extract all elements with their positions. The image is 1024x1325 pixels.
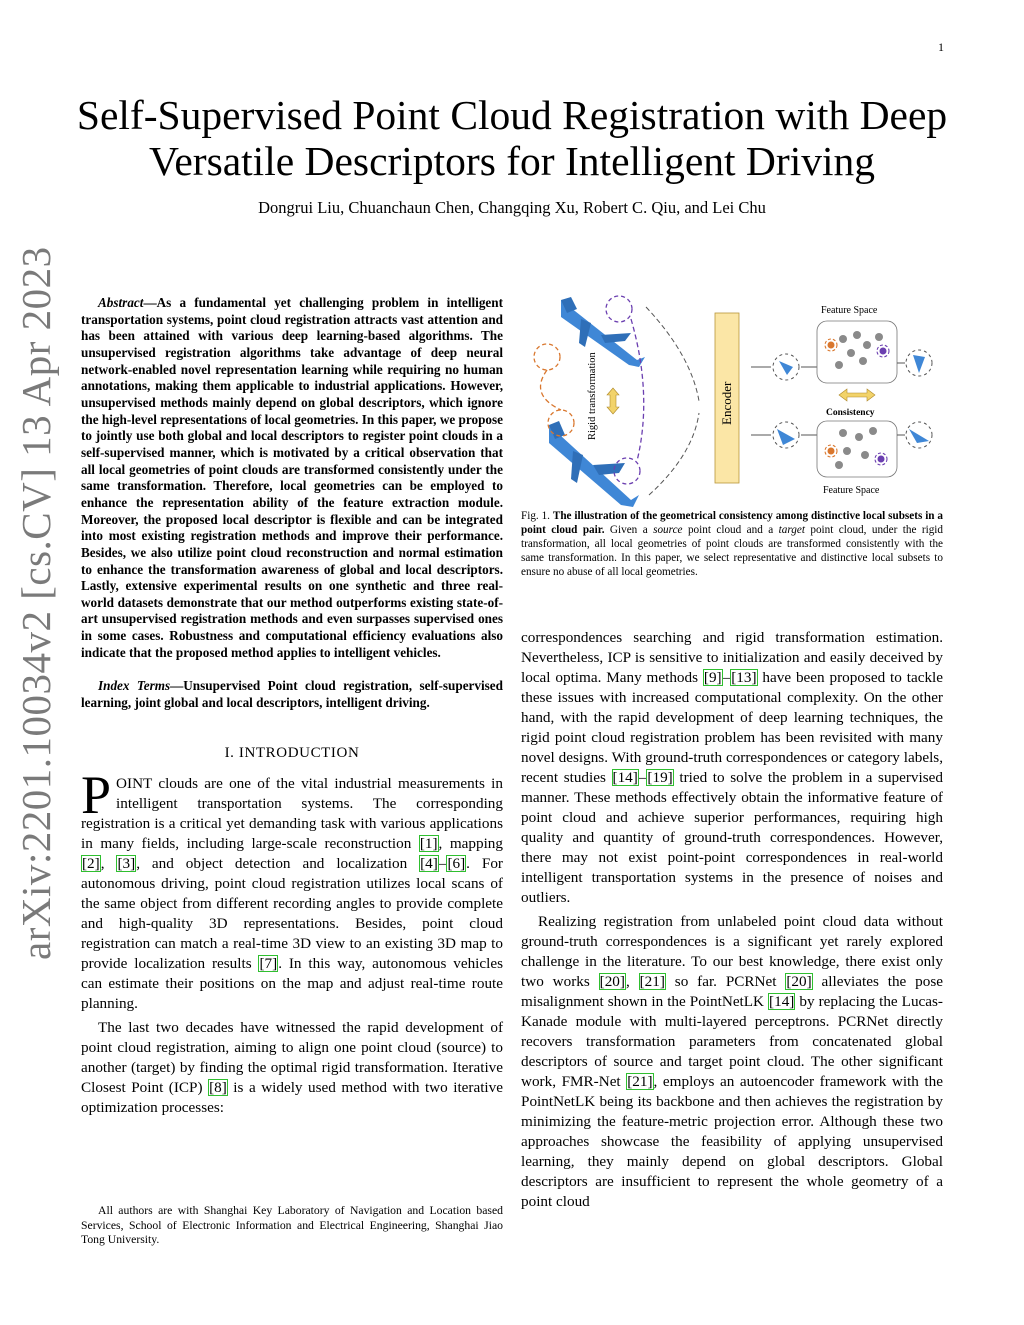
consistency-arrow-icon: [839, 389, 875, 401]
citation-link[interactable]: [3]: [117, 854, 136, 872]
figure-label-rigid: Rigid transformation: [587, 352, 598, 440]
figure-label-feature-top: Feature Space: [821, 305, 878, 316]
citation-link[interactable]: [14]: [612, 769, 638, 786]
intro-paragraph-1: [81, 764, 503, 1014]
citation-link[interactable]: [6]: [447, 854, 466, 872]
index-terms-dash: —: [170, 678, 184, 694]
text-run: is a widely used method with two iterative optimization processes:: [81, 1078, 503, 1116]
right-paragraph-2: [521, 912, 943, 1212]
caption-target: target: [778, 524, 805, 536]
text-run: . For autonomous driving, point cloud registration utilizes local scans of the same object from different recording angles to provide complete and high-quality 3D representations. Besides, point cloud registration can match a real-time 3D view to an existing 3D map to provide localization results: [81, 854, 503, 972]
caption-source: source: [653, 524, 683, 536]
right-paragraph-1: [521, 628, 943, 908]
index-terms-lead: Index Terms: [98, 678, 171, 694]
intro-paragraph-2: [81, 1018, 503, 1118]
citation-link[interactable]: [20]: [599, 973, 625, 990]
text-run: by replacing the Lucas-Kanade module with multi-layered perceptrons. PCRNet directly recovers transformation parameters from concatenated global descriptors of source and target point cloud. The other significant work, FMR-Net: [521, 993, 943, 1090]
text-run: ,: [625, 973, 639, 990]
index-terms-text: Unsupervised Point cloud registration, self-supervised learning, joint global and local descriptors, intelligent driving.: [81, 678, 503, 711]
abstract-lead: Abstract: [98, 295, 144, 310]
text-run: alleviates the pose misalignment shown in the PointNetLK: [521, 973, 944, 1010]
purple-feature-point-icon: [880, 348, 887, 355]
flow-arc: [649, 413, 699, 495]
citation-link[interactable]: [1]: [419, 834, 438, 852]
piece-shard-icon: [779, 361, 793, 375]
text-run: point cloud and a: [682, 524, 779, 536]
caption-bold: The illustration of the geometrical consistency among distinctive local subsets in a point cloud pair.: [521, 510, 943, 536]
figure-illustration: [521, 295, 943, 507]
left-column: [81, 295, 503, 1118]
piece-shard-icon: [913, 355, 925, 373]
arxiv-stamp: arXiv:2201.10034v2 [cs.CV] 13 Apr 2023: [13, 246, 59, 960]
citation-link[interactable]: [13]: [731, 669, 757, 686]
text-run: –: [722, 669, 731, 686]
flow-arc: [646, 307, 699, 401]
page-number: 1: [938, 40, 944, 54]
figure-caption: [521, 509, 943, 579]
right-body: [521, 628, 943, 1212]
text-run: Given a: [604, 524, 654, 536]
text-run: , and object detection and localization: [136, 854, 420, 872]
purple-arc: [631, 319, 644, 461]
abstract-text: As a fundamental yet challenging problem in intelligent transportation systems, point cloud registration attracts vast attention and has been attained with various deep learning-based algorithms. The unsupervised registration algorithms take advantage of deep neural network-enabled novel representation learning while requiring no human annotations, making them applicable to industrial applications. However, unsupervised methods mainly depend on global descriptors, which ignore the high-level representations of local geometries. In this paper, we propose to jointly use both global and local descriptors to register point clouds in a self-supervised manner, which is motivated by a critical observation that all local geometries of point clouds are transformed consistently under the same transformation. Therefore, local geometries can be employed to enhance the representation ability of the feature extraction module. Moreover, the proposed local descriptor is flexible and can be integrated into most existing registration methods and improve their performance. Besides, we also utilize point cloud reconstruction and normal estimation to enhance the transformation awareness of global and local descriptors. Lastly, extensive experimental results on one synthetic and three real-world datasets demonstrate that our method outperforms existing state-of-art unsupervised registration methods and even surpasses supervised ones in some cases. Robustness and computational efficiency evaluations also indicate that the proposed method applies to intelligent vehicles.: [81, 295, 503, 660]
text-run: have been proposed to tackle these issues with increased computational complexity. On the other hand, with the rapid development of deep learning techniques, the rigid point cloud registration problem has been revisited with many novel designs. With ground-truth correspondences or category labels, recent studies: [521, 669, 944, 786]
abstract-dash: —: [143, 295, 157, 310]
text-run: correspondences searching and rigid transformation estimation. Nevertheless, ICP is sensitive to initialization and easily deceived by local optima. Many methods: [521, 629, 943, 686]
citation-link[interactable]: [2]: [82, 854, 100, 872]
section-heading: I. INTRODUCTION: [224, 744, 360, 761]
figure-label-feature-bottom: Feature Space: [823, 485, 880, 496]
purple-dashed-circle-icon: [606, 296, 632, 322]
footnote: All authors are with Shanghai Key Laboratory of Navigation and Location based Services, School of Electronic Information and Electrical Engineering, Shanghai Jiao Tong University.: [81, 1204, 503, 1246]
citation-link[interactable]: [7]: [259, 954, 278, 972]
citation-link[interactable]: [21]: [639, 973, 665, 990]
text-run: –: [638, 769, 647, 786]
text-run: Realizing registration from unlabeled point cloud data without ground-truth correspondences is a significant yet rarely explored challenge in the literature. To our best knowledge, there exist only two works: [521, 913, 943, 990]
figure-1: [521, 295, 943, 507]
index-terms: [81, 678, 503, 711]
orange-arc: [541, 370, 561, 410]
author-list: Dongrui Liu, Chuanchaun Chen, Changqing Xu, Robert C. Qiu, and Lei Chu: [258, 198, 766, 217]
text-run: point cloud, under the rigid transformation, all local geometries of point clouds are transformed consistently with the same transformation. In this paper, we select representative and distinctive local subsets to ensure no abuse of all local geometries.: [521, 524, 943, 578]
paper-title: Self-Supervised Point Cloud Registration with Deep Versatile Descriptors for Intelligent Driving: [76, 92, 948, 184]
text-run: ,: [100, 854, 117, 872]
rigid-arrow-icon: [607, 388, 619, 414]
abstract: [81, 295, 503, 661]
text-run: so far. PCRNet: [665, 973, 786, 990]
orange-feature-point-icon: [828, 448, 835, 455]
citation-link[interactable]: [8]: [209, 1078, 227, 1096]
citation-link[interactable]: [9]: [703, 669, 722, 686]
dropcap: P: [81, 764, 112, 825]
text-run: tried to solve the problem in a supervised manner. These methods effectively obtain the informative feature of point cloud and achieve superior performances, requiring high quality and quantity of ground-truth correspondences. However, there may not exist point-point correspondences in real-world intelligent transportation systems in the presence of noises and outliers.: [521, 769, 943, 906]
citation-link[interactable]: [20]: [786, 973, 812, 990]
figure-label-consistency: Consistency: [826, 408, 875, 418]
purple-feature-point-icon: [878, 456, 885, 463]
right-column: [521, 295, 943, 1212]
text-run: , mapping: [438, 834, 503, 852]
text-run: The last two decades have witnessed the rapid development of point cloud registration, aiming to align one point cloud (source) to another (target) by finding the optimal rigid transformation. Iterative Closest Point (ICP): [81, 1018, 503, 1096]
text-run: , employs an autoencoder framework with the PointNetLK being its backbone and then achieves the registration by minimizing the feature-metric projection error. Although these two approaches showcase the feasibility of applying unsupervised learning, they mainly depend on global descriptors. Global descriptors are insufficient to represent the whole geometry of a point cloud: [521, 1073, 943, 1210]
citation-link[interactable]: [4]: [420, 854, 438, 872]
figure-label-encoder: Encoder: [719, 381, 734, 425]
text-run: . In this way, autonomous vehicles can estimate their positions on the map and adjust real-time route planning.: [81, 954, 503, 1012]
citation-link[interactable]: [14]: [769, 993, 795, 1010]
citation-link[interactable]: [21]: [627, 1073, 653, 1090]
piece-shard-icon: [909, 429, 929, 443]
orange-feature-point-icon: [828, 342, 835, 349]
caption-label: Fig. 1.: [521, 510, 550, 522]
text-run: OINT clouds are one of the vital industrial measurements in intelligent transportation systems. The corresponding registration is a critical yet demanding task with various applications in many fields, including large-scale reconstruction: [81, 774, 503, 852]
text-run: –: [438, 854, 447, 872]
citation-link[interactable]: [19]: [647, 769, 673, 786]
piece-shard-icon: [777, 429, 795, 445]
orange-dashed-circle-icon: [534, 344, 560, 370]
